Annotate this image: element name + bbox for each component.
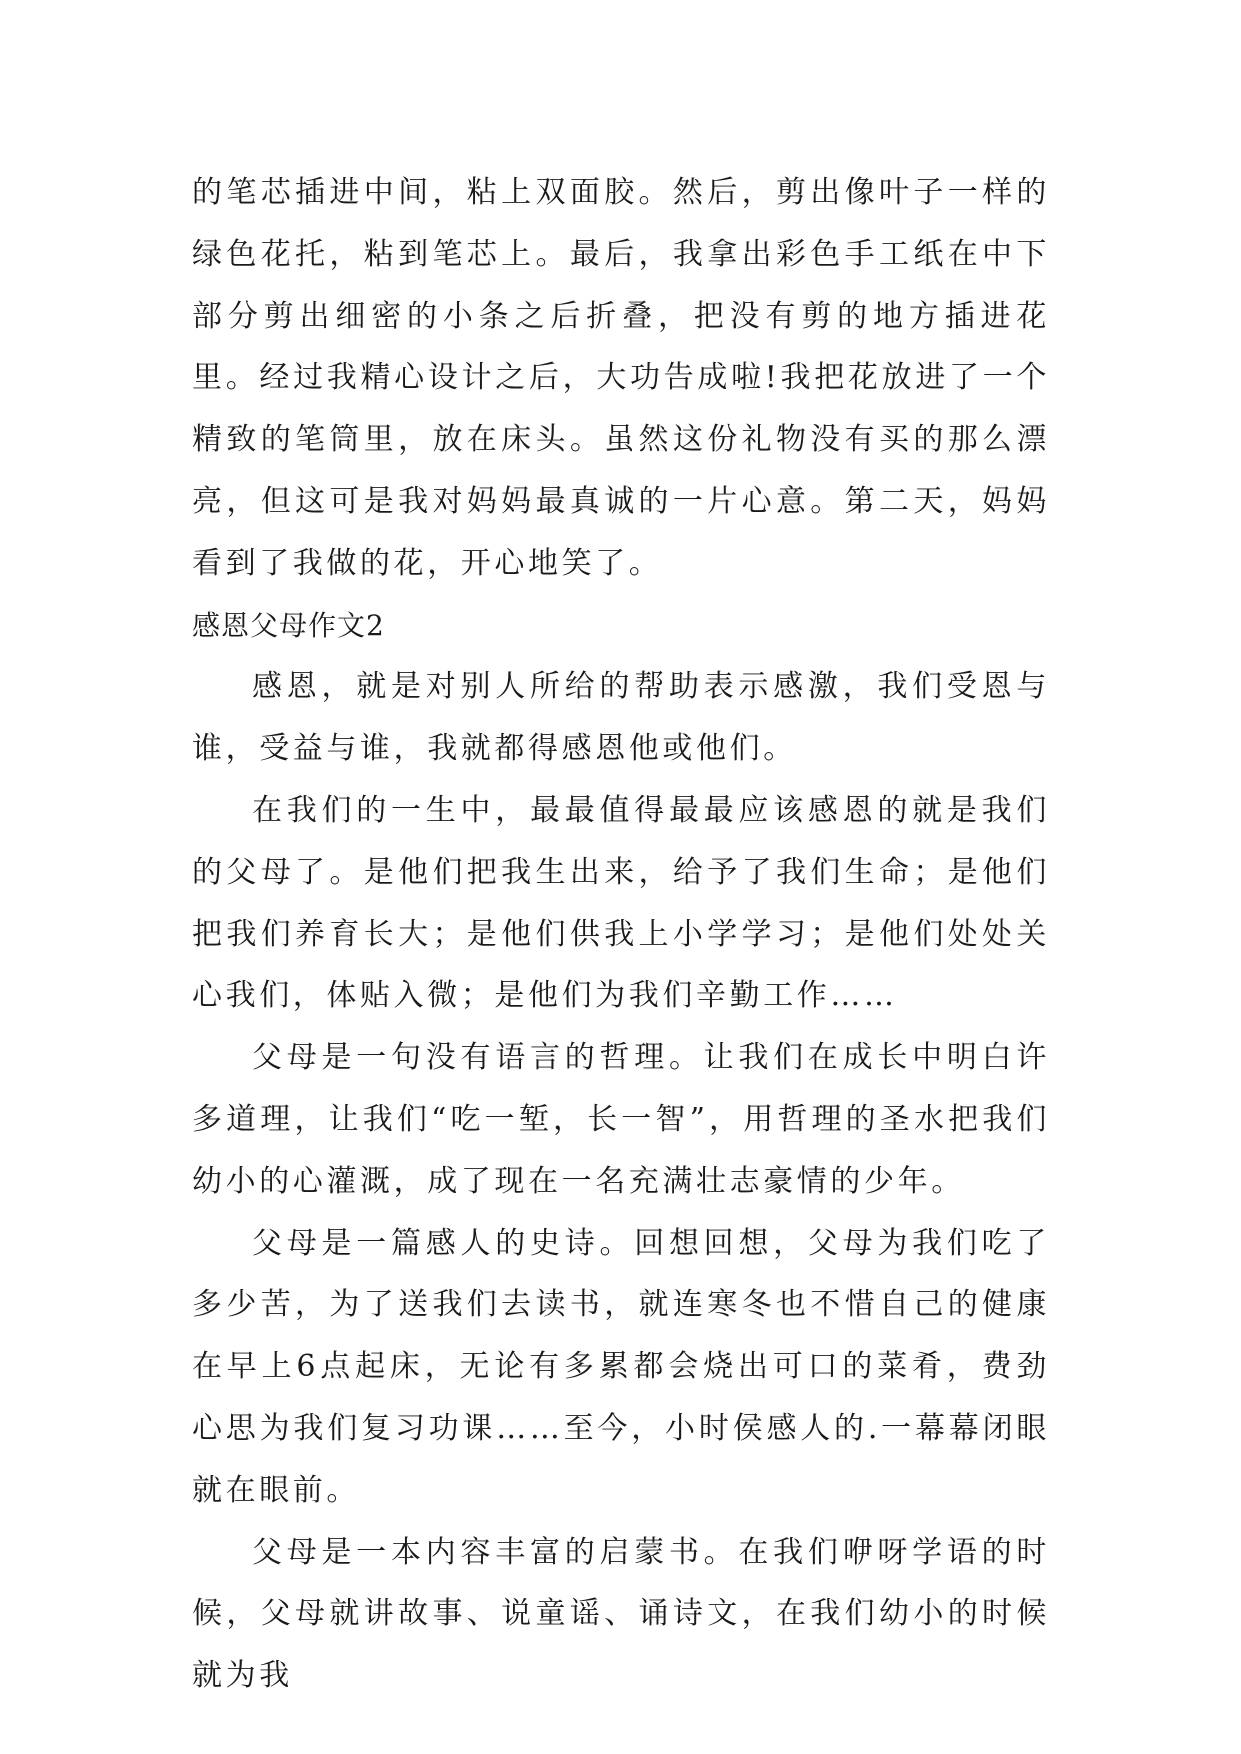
section-title: 感恩父母作文2 [192,608,385,642]
paragraph-2: 在我们的一生中，最最值得最最应该感恩的就是我们的父母了。是他们把我生出来，给予了我们生命；是他们把我们养育长大；是他们供我上小学学习；是他们处处关心我们，体贴入微；是他们为我们辛勤工作…… [192,792,1050,1014]
paragraph-5: 父母是一本内容丰富的启蒙书。在我们咿呀学语的时候，父母就讲故事、说童谣、诵诗文，在我们幼小的时候就为我 [192,1534,1050,1694]
document-page [192,162,1050,1707]
continuation-paragraph: 的笔芯插进中间，粘上双面胶。然后，剪出像叶子一样的绿色花托，粘到笔芯上。最后，我拿出彩色手工纸在中下部分剪出细密的小条之后折叠，把没有剪的地方插进花里。经过我精心设计之后，大功告成啦!我把花放进了一个精致的笔筒里，放在床头。虽然这份礼物没有买的那么漂亮，但这可是我对妈妈最真诚的一片心意。第二天，妈妈看到了我做的花，开心地笑了。 [192,175,1050,581]
paragraph-1: 感恩，就是对别人所给的帮助表示感激，我们受恩与谁，受益与谁，我就都得感恩他或他们。 [192,669,1050,767]
paragraph-3: 父母是一句没有语言的哲理。让我们在成长中明白许多道理，让我们“吃一堑，长一智”，用哲理的圣水把我们幼小的心灌溉，成了现在一名充满壮志豪情的少年。 [192,1040,1050,1199]
paragraph-4: 父母是一篇感人的史诗。回想回想，父母为我们吃了多少苦，为了送我们去读书，就连寒冬也不惜自己的健康在早上6点起床，无论有多累都会烧出可口的菜肴，费劲心思为我们复习功课……至今，小时侯感人的.一幕幕闭眼就在眼前。 [192,1225,1050,1508]
